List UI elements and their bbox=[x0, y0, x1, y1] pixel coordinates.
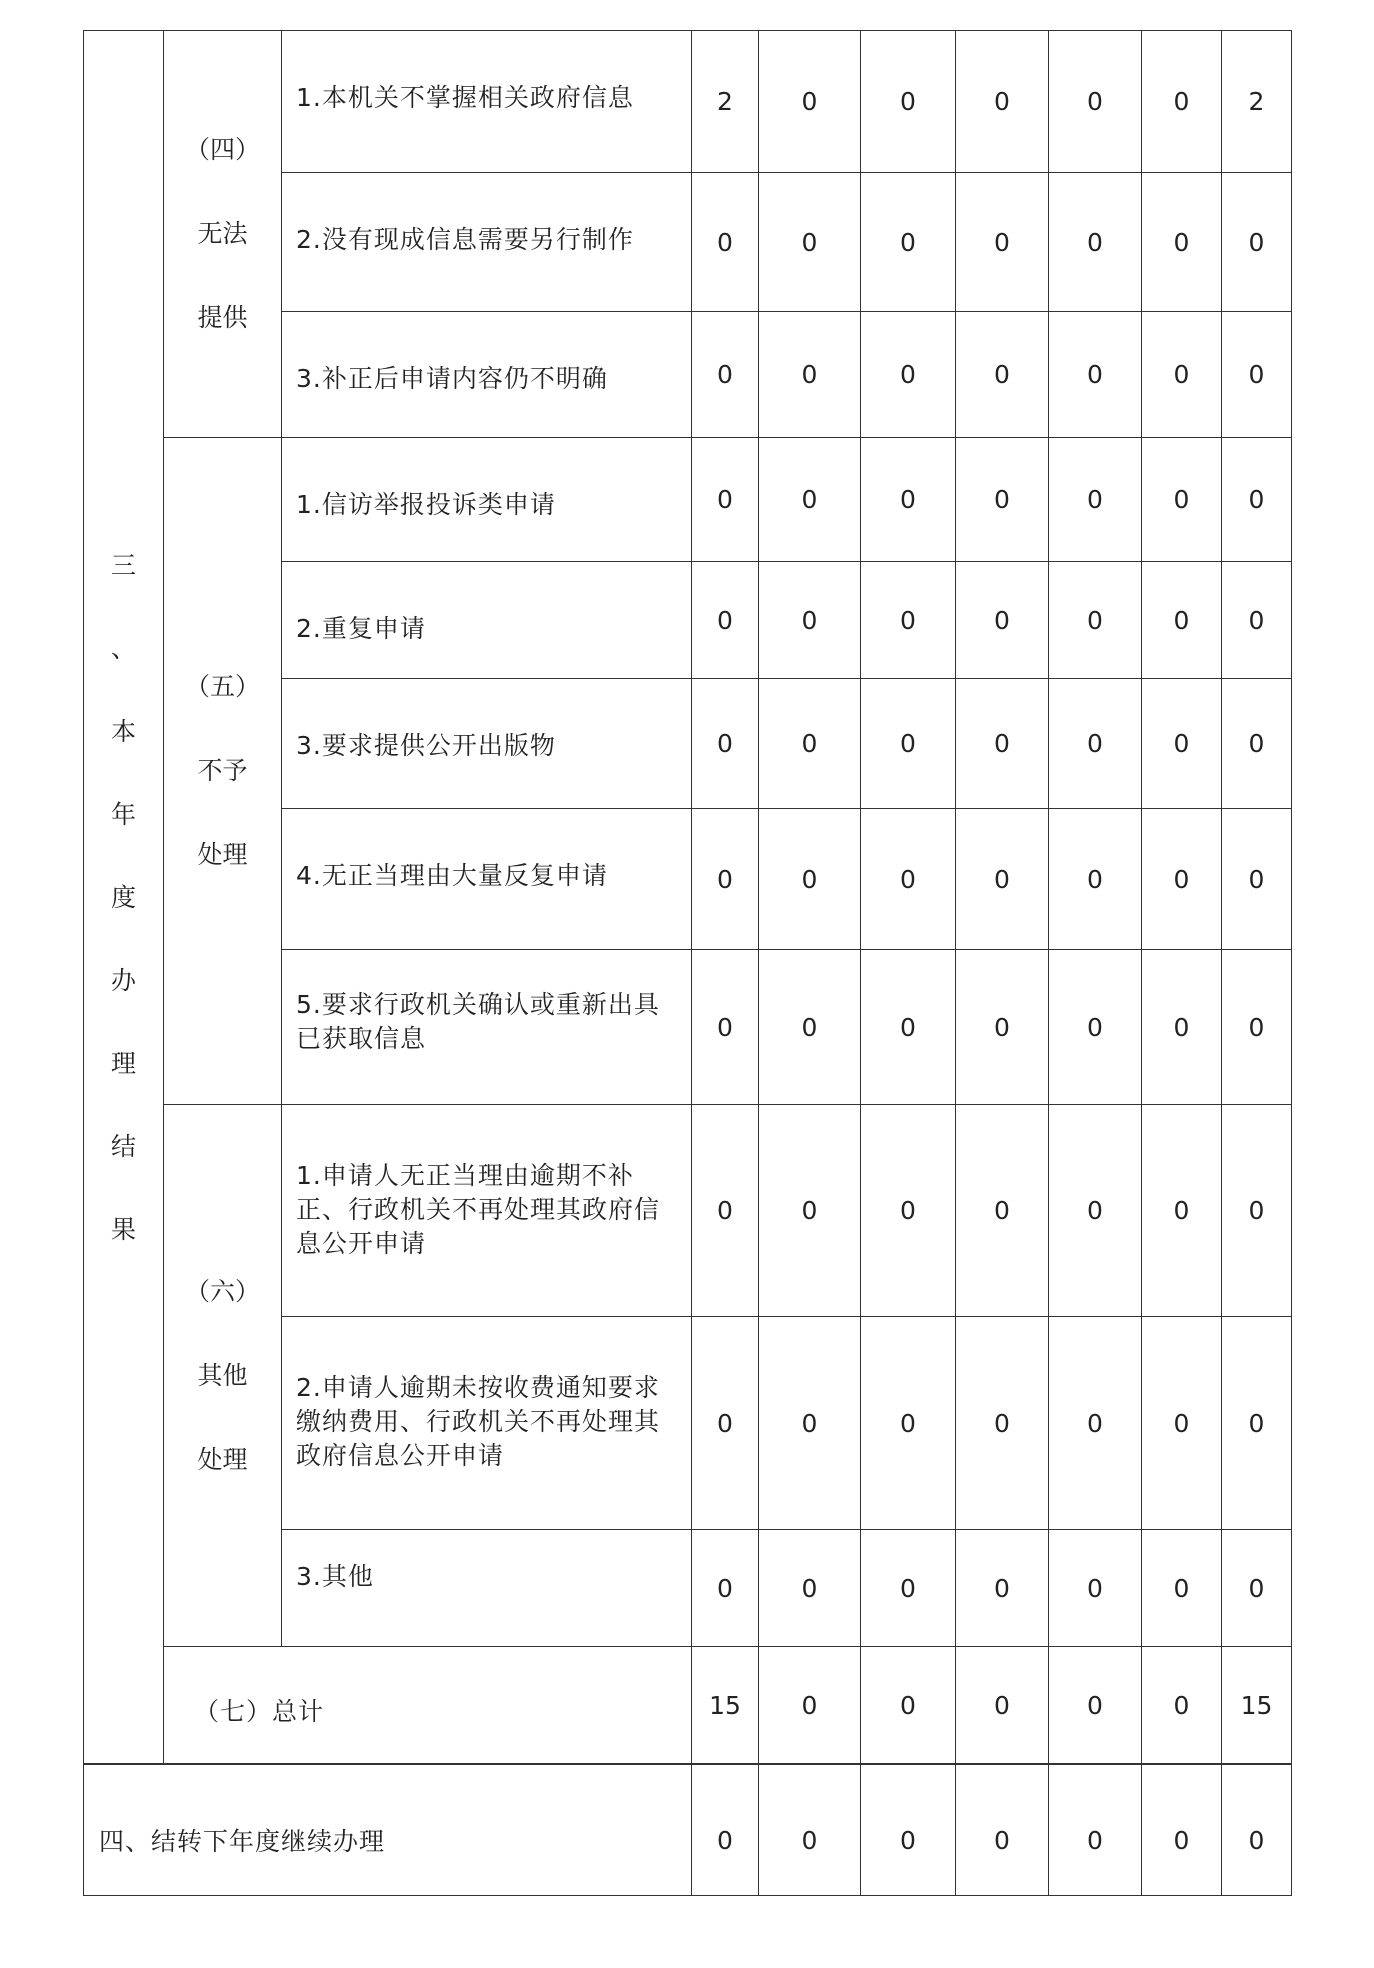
cell-value: 2 bbox=[692, 31, 759, 173]
cell-value: 0 bbox=[1049, 1530, 1142, 1647]
cell-value: 0 bbox=[1142, 312, 1222, 438]
cell-value: 0 bbox=[1142, 809, 1222, 950]
cell-value: 0 bbox=[1049, 312, 1142, 438]
row-label: 1.本机关不掌握相关政府信息 bbox=[282, 31, 692, 173]
cell-value: 0 bbox=[956, 809, 1049, 950]
cell-value: 0 bbox=[692, 438, 759, 562]
cell-value: 0 bbox=[759, 950, 861, 1105]
cell-value: 0 bbox=[1222, 438, 1292, 562]
cell-value: 0 bbox=[861, 1530, 956, 1647]
cell-value: 0 bbox=[861, 1105, 956, 1317]
cell-value: 0 bbox=[1222, 562, 1292, 679]
cell-value: 0 bbox=[861, 31, 956, 173]
row-label: 3.要求提供公开出版物 bbox=[282, 679, 692, 809]
cell-value: 0 bbox=[1222, 1765, 1292, 1896]
cell-value: 0 bbox=[1142, 438, 1222, 562]
cell-value: 0 bbox=[956, 31, 1049, 173]
cell-value: 0 bbox=[692, 679, 759, 809]
cell-value: 0 bbox=[759, 438, 861, 562]
cell-value: 0 bbox=[1142, 1317, 1222, 1530]
cell-value: 0 bbox=[1142, 31, 1222, 173]
cell-value: 0 bbox=[861, 562, 956, 679]
cell-value: 0 bbox=[759, 1105, 861, 1317]
cell-value: 0 bbox=[956, 1317, 1049, 1530]
cell-value: 0 bbox=[956, 173, 1049, 312]
cell-value: 0 bbox=[1142, 562, 1222, 679]
cell-value: 0 bbox=[1142, 173, 1222, 312]
group-label-6: （六） 其他 处理 bbox=[164, 1105, 282, 1647]
cell-value: 0 bbox=[956, 1765, 1049, 1896]
cell-value: 0 bbox=[956, 950, 1049, 1105]
cell-value: 0 bbox=[1049, 1317, 1142, 1530]
cell-value: 0 bbox=[759, 312, 861, 438]
cell-value: 0 bbox=[1142, 950, 1222, 1105]
cell-value: 0 bbox=[956, 679, 1049, 809]
row-label: 3.补正后申请内容仍不明确 bbox=[282, 312, 692, 438]
row-label: 5.要求行政机关确认或重新出具已获取信息 bbox=[282, 950, 692, 1105]
cell-value: 0 bbox=[759, 31, 861, 173]
cell-value: 0 bbox=[1049, 950, 1142, 1105]
cell-value: 0 bbox=[861, 1765, 956, 1896]
cell-value: 0 bbox=[1049, 679, 1142, 809]
cell-value: 0 bbox=[759, 1765, 861, 1896]
cell-value: 0 bbox=[1049, 1105, 1142, 1317]
cell-value: 0 bbox=[861, 1647, 956, 1764]
cell-value: 0 bbox=[1222, 809, 1292, 950]
cell-value: 0 bbox=[861, 679, 956, 809]
cell-value: 0 bbox=[1222, 679, 1292, 809]
cell-value: 0 bbox=[692, 1765, 759, 1896]
row-label: 1.申请人无正当理由逾期不补正、行政机关不再处理其政府信息公开申请 bbox=[282, 1105, 692, 1317]
cell-value: 0 bbox=[1222, 1317, 1292, 1530]
cell-value: 0 bbox=[759, 1317, 861, 1530]
cell-value: 0 bbox=[861, 312, 956, 438]
cell-value: 0 bbox=[759, 1530, 861, 1647]
row-label: 2.重复申请 bbox=[282, 562, 692, 679]
cell-value: 0 bbox=[692, 562, 759, 679]
row-label: 2.申请人逾期未按收费通知要求缴纳费用、行政机关不再处理其政府信息公开申请 bbox=[282, 1317, 692, 1530]
group-label-4: （四） 无法 提供 bbox=[164, 31, 282, 438]
table-row bbox=[84, 1105, 1292, 1317]
cell-value: 0 bbox=[692, 173, 759, 312]
carry-over-row bbox=[84, 1765, 1292, 1896]
cell-value: 0 bbox=[692, 1105, 759, 1317]
cell-value: 0 bbox=[1142, 1105, 1222, 1317]
cell-value: 0 bbox=[1049, 809, 1142, 950]
table-row bbox=[84, 438, 1292, 562]
cell-value: 0 bbox=[861, 809, 956, 950]
cell-value: 0 bbox=[1142, 1647, 1222, 1764]
cell-value: 15 bbox=[1222, 1647, 1292, 1764]
total-row bbox=[84, 1647, 1292, 1764]
cell-value: 0 bbox=[956, 438, 1049, 562]
cell-value: 0 bbox=[1049, 1647, 1142, 1764]
cell-value: 2 bbox=[1222, 31, 1292, 173]
cell-value: 0 bbox=[861, 438, 956, 562]
cell-value: 0 bbox=[956, 562, 1049, 679]
cell-value: 0 bbox=[956, 312, 1049, 438]
section-3-title: 三 、 本 年 度 办 理 结 果 bbox=[84, 31, 164, 1764]
cell-value: 0 bbox=[759, 809, 861, 950]
row-label: 3.其他 bbox=[282, 1530, 692, 1647]
cell-value: 0 bbox=[956, 1647, 1049, 1764]
cell-value: 0 bbox=[759, 173, 861, 312]
total-label: （七）总计 bbox=[164, 1647, 692, 1764]
cell-value: 0 bbox=[759, 1647, 861, 1764]
row-label: 4.无正当理由大量反复申请 bbox=[282, 809, 692, 950]
table-body bbox=[84, 31, 1292, 1764]
cell-value: 0 bbox=[692, 809, 759, 950]
cell-value: 0 bbox=[1049, 438, 1142, 562]
cell-value: 15 bbox=[692, 1647, 759, 1764]
cell-value: 0 bbox=[1222, 950, 1292, 1105]
cell-value: 0 bbox=[861, 173, 956, 312]
cell-value: 0 bbox=[1142, 679, 1222, 809]
table-row bbox=[84, 31, 1292, 173]
cell-value: 0 bbox=[1142, 1765, 1222, 1896]
cell-value: 0 bbox=[1222, 1530, 1292, 1647]
cell-value: 0 bbox=[1222, 173, 1292, 312]
cell-value: 0 bbox=[1049, 173, 1142, 312]
cell-value: 0 bbox=[861, 1317, 956, 1530]
cell-value: 0 bbox=[1142, 1530, 1222, 1647]
cell-value: 0 bbox=[956, 1105, 1049, 1317]
cell-value: 0 bbox=[692, 312, 759, 438]
carry-over-label: 四、结转下年度继续办理 bbox=[84, 1765, 692, 1896]
row-label: 1.信访举报投诉类申请 bbox=[282, 438, 692, 562]
cell-value: 0 bbox=[692, 950, 759, 1105]
cell-value: 0 bbox=[692, 1317, 759, 1530]
cell-value: 0 bbox=[861, 950, 956, 1105]
cell-value: 0 bbox=[1049, 1765, 1142, 1896]
cell-value: 0 bbox=[956, 1530, 1049, 1647]
group-label-5: （五） 不予 处理 bbox=[164, 438, 282, 1105]
cell-value: 0 bbox=[1049, 31, 1142, 173]
cell-value: 0 bbox=[1222, 312, 1292, 438]
cell-value: 0 bbox=[759, 562, 861, 679]
row-label: 2.没有现成信息需要另行制作 bbox=[282, 173, 692, 312]
cell-value: 0 bbox=[1222, 1105, 1292, 1317]
cell-value: 0 bbox=[1049, 562, 1142, 679]
cell-value: 0 bbox=[759, 679, 861, 809]
report-table bbox=[83, 30, 1292, 1764]
cell-value: 0 bbox=[692, 1530, 759, 1647]
carry-over-table bbox=[83, 1764, 1292, 1896]
